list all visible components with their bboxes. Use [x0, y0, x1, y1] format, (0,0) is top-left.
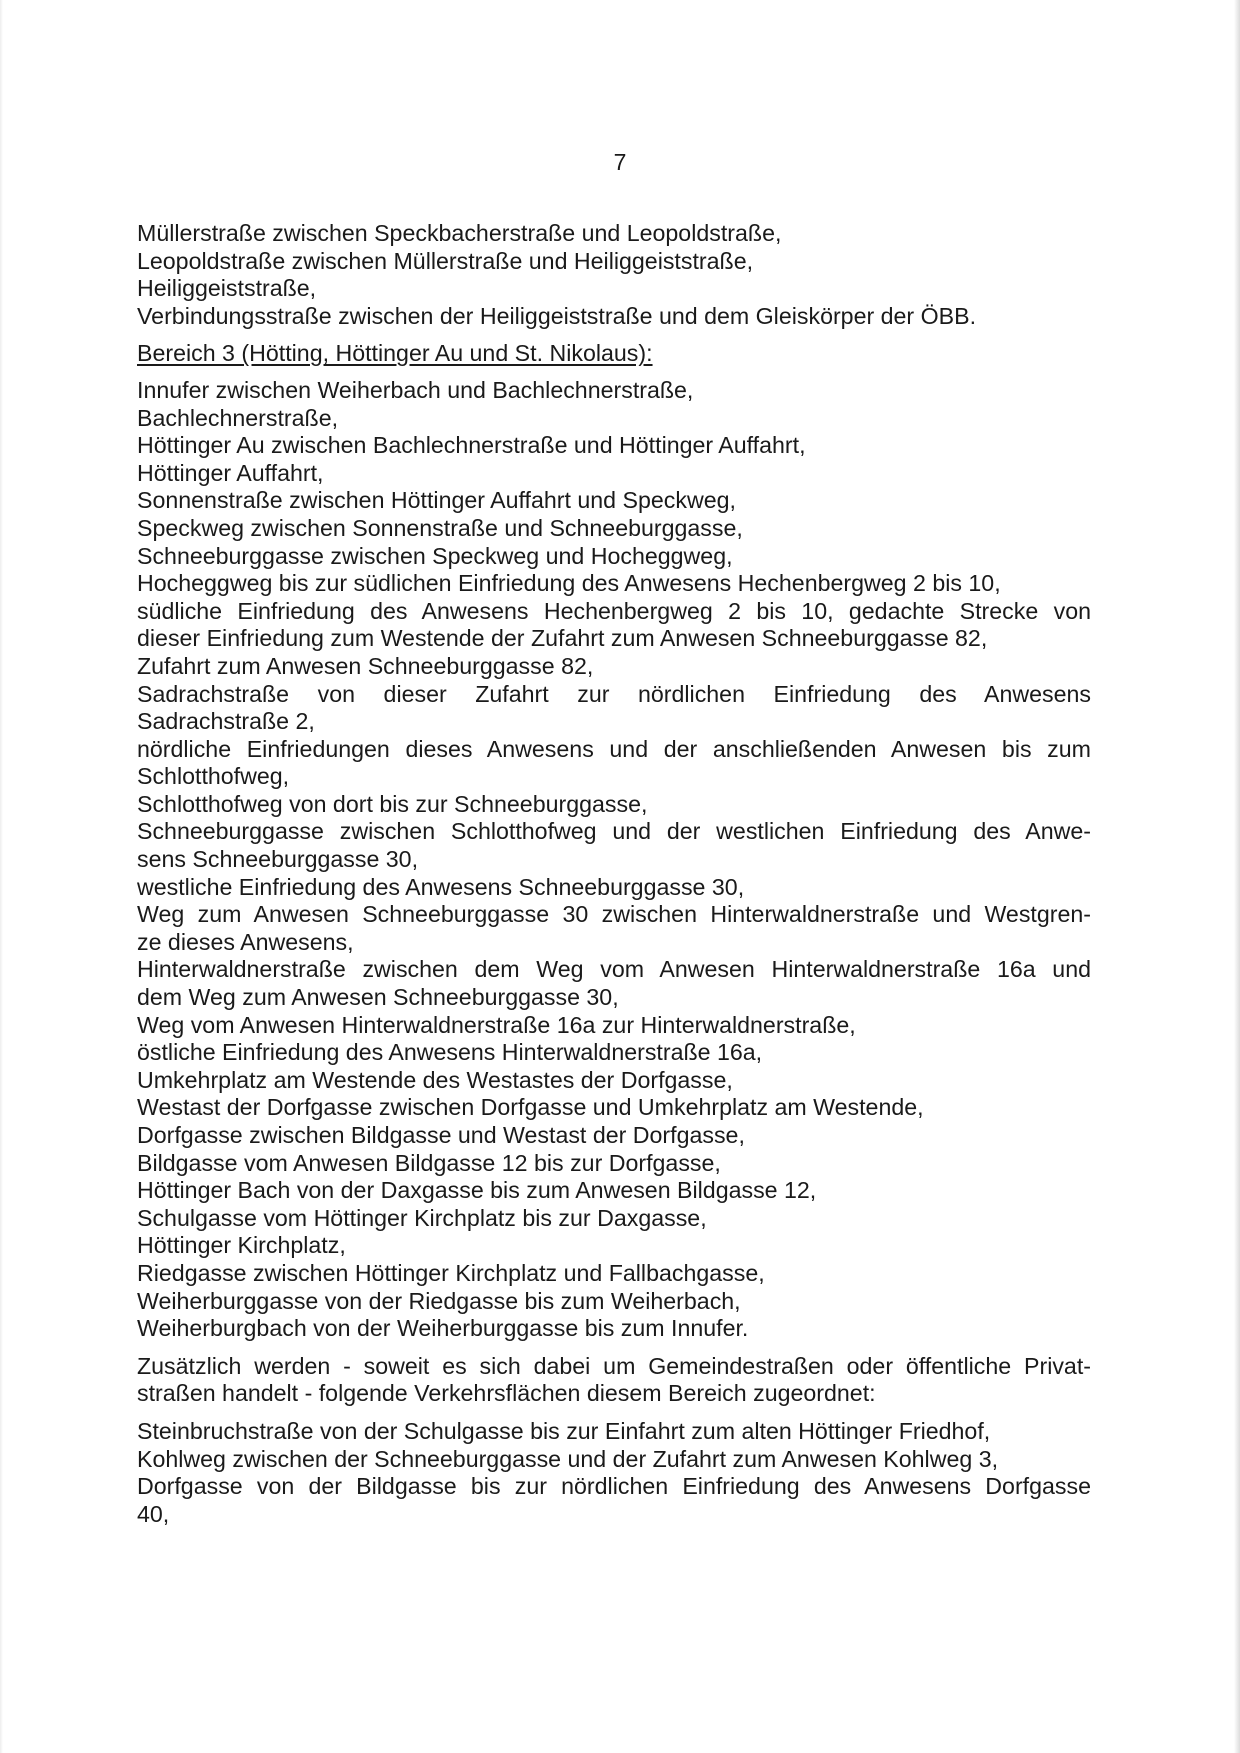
text-line: Hinterwaldnerstraße zwischen dem Weg vom Anwesen Hinterwaldnerstraße 16a und — [137, 956, 1091, 983]
text-line: Höttinger Kirchplatz, — [137, 1232, 346, 1259]
text-line: Schneeburggasse zwischen Speckweg und Hocheggweg, — [137, 542, 733, 569]
main-street-list — [137, 377, 1091, 1343]
text-line: ze dieses Anwesens, — [137, 928, 354, 955]
text-line: Umkehrplatz am Westende des Westastes der Dorfgasse, — [137, 1066, 733, 1093]
text-line: Zufahrt zum Anwesen Schneeburggasse 82, — [137, 652, 594, 679]
text-line: nördliche Einfriedungen dieses Anwesens und der anschließenden Anwesen bis zum — [137, 735, 1091, 762]
text-line: Weiherburgbach von der Weiherburggasse bis zum Innufer. — [137, 1315, 749, 1342]
text-line: Sadrachstraße 2, — [137, 708, 315, 735]
document-body — [137, 220, 1091, 1528]
text-line: dem Weg zum Anwesen Schneeburggasse 30, — [137, 984, 619, 1011]
text-line: Verbindungsstraße zwischen der Heiliggeiststraße und dem Gleiskörper der ÖBB. — [137, 302, 977, 329]
text-line: westliche Einfriedung des Anwesens Schneeburggasse 30, — [137, 873, 745, 900]
text-line: dieser Einfriedung zum Westende der Zufahrt zum Anwesen Schneeburggasse 82, — [137, 625, 988, 652]
text-line: Schneeburggasse zwischen Schlotthofweg und der westlichen Einfriedung des Anwe- — [137, 818, 1091, 845]
text-line: Schulgasse vom Höttinger Kirchplatz bis zur Daxgasse, — [137, 1204, 707, 1231]
text-line: Speckweg zwischen Sonnenstraße und Schneeburggasse, — [137, 514, 743, 541]
additional-street-list — [137, 1418, 1091, 1528]
text-line: Riedgasse zwischen Höttinger Kirchplatz und Fallbachgasse, — [137, 1259, 765, 1286]
intro-street-list — [137, 220, 1091, 330]
text-line: östliche Einfriedung des Anwesens Hinterwaldnerstraße 16a, — [137, 1039, 763, 1066]
scan-edge-right — [1234, 0, 1240, 1753]
text-line: Kohlweg zwischen der Schneeburggasse und der Zufahrt zum Anwesen Kohlweg 3, — [137, 1445, 999, 1472]
scan-edge-left — [0, 0, 3, 1753]
text-line: Höttinger Au zwischen Bachlechnerstraße und Höttinger Auffahrt, — [137, 432, 806, 459]
text-line: straßen handelt - folgende Verkehrsflächen diesem Bereich zugeordnet: — [137, 1380, 876, 1407]
text-line: Westast der Dorfgasse zwischen Dorfgasse und Umkehrplatz am Westende, — [137, 1094, 924, 1121]
text-line: Leopoldstraße zwischen Müllerstraße und Heiliggeiststraße, — [137, 247, 754, 274]
text-line: sens Schneeburggasse 30, — [137, 846, 419, 873]
text-line: Schlotthofweg, — [137, 763, 290, 790]
text-line: Steinbruchstraße von der Schulgasse bis zur Einfahrt zum alten Höttinger Friedhof, — [137, 1417, 991, 1444]
text-line: Innufer zwischen Weiherbach und Bachlechnerstraße, — [137, 376, 694, 403]
text-line: Heiliggeiststraße, — [137, 275, 317, 302]
text-line: Weg zum Anwesen Schneeburggasse 30 zwischen Hinterwaldnerstraße und Westgren- — [137, 901, 1091, 928]
text-line: Bildgasse vom Anwesen Bildgasse 12 bis zur Dorfgasse, — [137, 1149, 721, 1176]
text-line: Dorfgasse zwischen Bildgasse und Westast der Dorfgasse, — [137, 1122, 745, 1148]
section-heading: Bereich 3 (Hötting, Höttinger Au und St. Nikolaus): — [137, 340, 653, 367]
text-line: 40, — [137, 1500, 170, 1527]
text-line: südliche Einfriedung des Anwesens Hechenbergweg 2 bis 10, gedachte Strecke von — [137, 597, 1091, 624]
text-line: Höttinger Auffahrt, — [137, 459, 324, 486]
text-line: Weg vom Anwesen Hinterwaldnerstraße 16a zur Hinterwaldnerstraße, — [137, 1011, 856, 1038]
text-line: Dorfgasse von der Bildgasse bis zur nördlichen Einfriedung des Anwesens Dorfgasse — [137, 1473, 1091, 1500]
text-line: Hocheggweg bis zur südlichen Einfriedung des Anwesens Hechenbergweg 2 bis 10, — [137, 570, 1001, 597]
text-line: Zusätzlich werden - soweit es sich dabei um Gemeindestraßen oder öffentliche Privat- — [137, 1352, 1091, 1379]
page-number: 7 — [613, 149, 627, 175]
text-line: Müllerstraße zwischen Speckbacherstraße und Leopoldstraße, — [137, 220, 782, 246]
text-line: Sonnenstraße zwischen Höttinger Auffahrt und Speckweg, — [137, 487, 736, 514]
text-line: Höttinger Bach von der Daxgasse bis zum Anwesen Bildgasse 12, — [137, 1177, 817, 1204]
text-line: Schlotthofweg von dort bis zur Schneeburggasse, — [137, 790, 648, 817]
text-line: Weiherburggasse von der Riedgasse bis zum Weiherbach, — [137, 1287, 741, 1314]
additional-note — [137, 1353, 1091, 1408]
text-line: Bachlechnerstraße, — [137, 404, 339, 431]
text-line: Sadrachstraße von dieser Zufahrt zur nördlichen Einfriedung des Anwesens — [137, 680, 1091, 707]
